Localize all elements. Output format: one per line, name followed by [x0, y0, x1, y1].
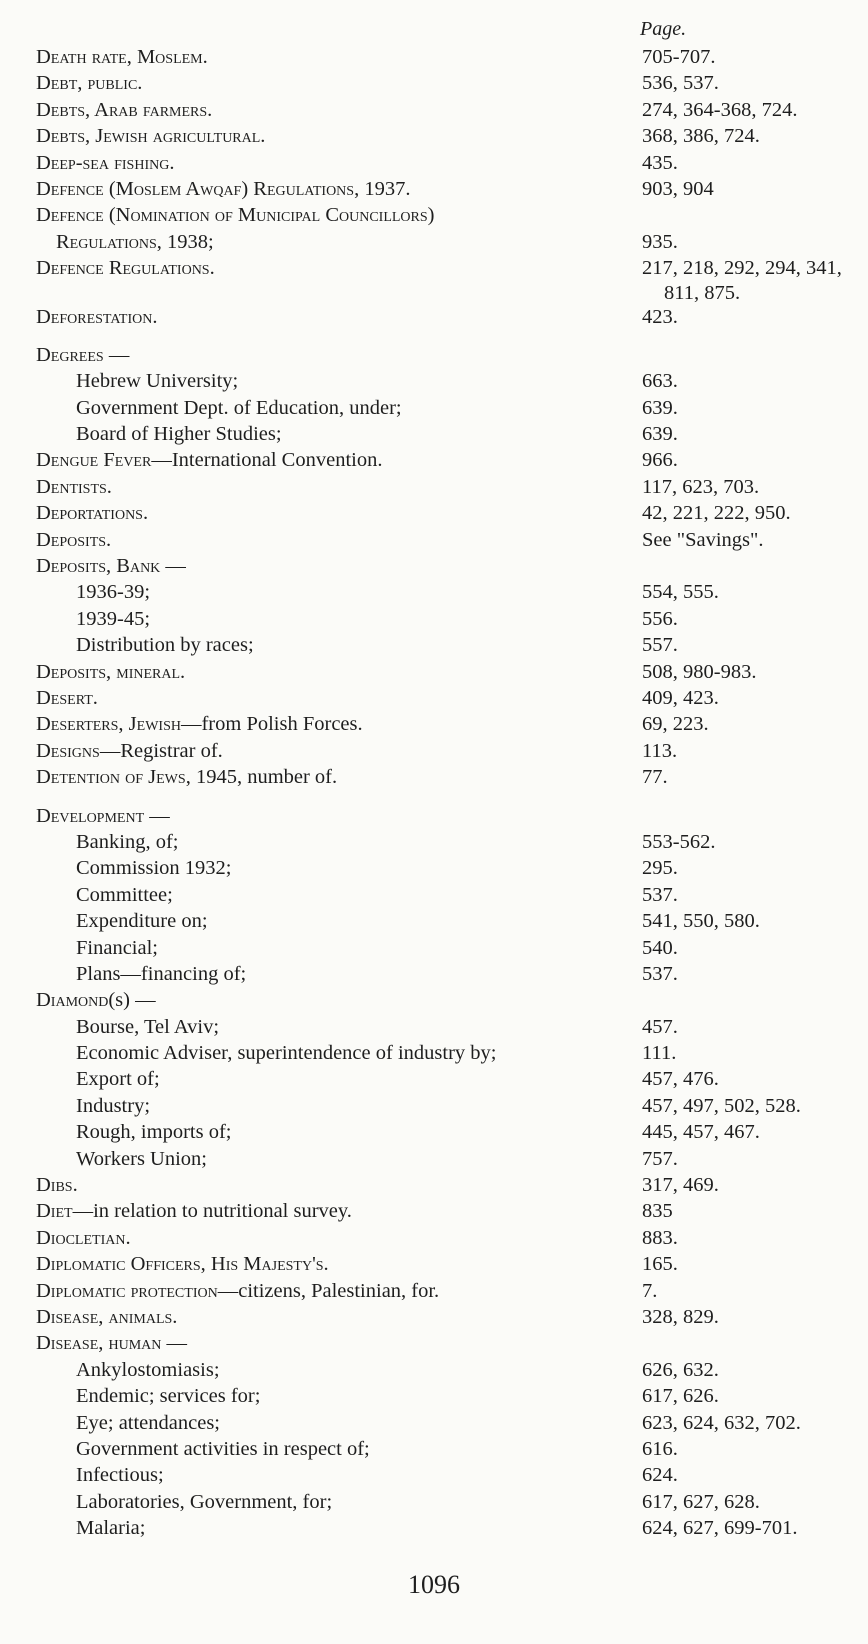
- entry-pages: 295.: [642, 857, 678, 880]
- index-entry: [0, 1119, 868, 1145]
- index-entry: [0, 255, 868, 281]
- entry-heading: [36, 1278, 439, 1304]
- entry-heading: [76, 1462, 164, 1488]
- index-entry: [0, 1410, 868, 1436]
- entry-heading: [76, 1119, 231, 1145]
- entry-pages: 757.: [642, 1147, 678, 1170]
- index-entry: [0, 1225, 868, 1251]
- entry-pages: 42, 221, 222, 950.: [642, 502, 791, 525]
- index-entry: [0, 1066, 868, 1092]
- index-entry: [0, 1357, 868, 1383]
- entry-heading: [36, 1198, 352, 1224]
- entry-pages: 663.: [642, 370, 678, 393]
- index-entry: [0, 282, 868, 304]
- index-entry: [0, 711, 868, 737]
- entry-heading: [76, 579, 150, 605]
- entry-pages: See "Savings".: [642, 528, 764, 551]
- entry-heading: [76, 1146, 207, 1172]
- entry-term: Debts, Arab farmers.: [36, 98, 213, 121]
- entry-heading: [36, 1172, 78, 1198]
- entry-pages: 623, 624, 632, 702.: [642, 1411, 801, 1434]
- entry-pages: 626, 632.: [642, 1358, 719, 1381]
- entry-heading: [76, 1436, 370, 1462]
- index-entry: [0, 1014, 868, 1040]
- entry-heading: [76, 882, 173, 908]
- entry-pages: 537.: [642, 962, 678, 985]
- entry-term: Death rate, Moslem.: [36, 46, 208, 68]
- entry-heading: [36, 803, 170, 829]
- index-entry: [0, 632, 868, 658]
- entry-term: Deposits.: [36, 528, 112, 551]
- entry-heading: [36, 447, 382, 473]
- index-entry: [0, 97, 868, 123]
- index-entry: [0, 70, 868, 96]
- entry-heading: [36, 1251, 329, 1277]
- index-entry: [0, 202, 868, 228]
- entry-heading: [36, 987, 156, 1013]
- entry-heading: [36, 1225, 131, 1251]
- index-entry: [0, 579, 868, 605]
- entry-pages: 409, 423.: [642, 686, 719, 709]
- entry-pages: 616.: [642, 1437, 678, 1460]
- entry-subtext: —from Polish Forces.: [180, 713, 363, 736]
- index-entry: [0, 855, 868, 881]
- entry-pages: 113.: [642, 739, 678, 762]
- entry-subtext: Financial;: [76, 936, 158, 959]
- entry-pages: 553-562.: [642, 830, 716, 853]
- index-entry: [0, 1146, 868, 1172]
- entry-heading: [36, 255, 215, 281]
- index-entry: [0, 229, 868, 255]
- entry-heading: [36, 1304, 177, 1330]
- entry-pages: 111.: [642, 1042, 677, 1065]
- entry-heading: [76, 855, 231, 881]
- entry-heading: [36, 764, 337, 790]
- entry-heading: [36, 474, 112, 500]
- entry-pages: 639.: [642, 396, 678, 419]
- index-entry: [0, 527, 868, 553]
- index-entry: [0, 447, 868, 473]
- index-entry: [0, 1436, 868, 1462]
- entry-term: Desert.: [36, 686, 98, 709]
- entry-heading: [36, 123, 265, 149]
- entry-subtext: Distribution by races;: [76, 634, 254, 657]
- entry-heading: [36, 527, 111, 553]
- index-entry: [0, 1251, 868, 1277]
- entry-term: Defence (Moslem Awqaf) Regulations, 1937.: [36, 177, 411, 200]
- index-entry: [0, 1040, 868, 1066]
- entry-pages: 7.: [642, 1279, 658, 1302]
- entry-heading: [76, 395, 402, 421]
- entry-heading: [36, 738, 223, 764]
- entry-term: Deforestation.: [36, 305, 158, 328]
- index-entry: [0, 685, 868, 711]
- entry-heading: [36, 150, 174, 176]
- entry-subtext: Rough, imports of;: [76, 1121, 232, 1144]
- entry-heading: [36, 70, 142, 96]
- index-entry: [0, 987, 868, 1013]
- entry-heading: [36, 711, 363, 737]
- entry-heading: [76, 606, 150, 632]
- entry-heading: [56, 229, 214, 255]
- entry-term: Dengue Fever: [36, 449, 152, 472]
- index-entry: [0, 1304, 868, 1330]
- index-entry: [0, 395, 868, 421]
- index-entry: [0, 829, 868, 855]
- entry-term: Regulations, 1938;: [56, 230, 214, 253]
- entry-pages: 639.: [642, 423, 678, 446]
- entry-subtext: Eye; attendances;: [76, 1411, 221, 1434]
- entry-subtext: —: [160, 555, 186, 578]
- entry-pages: 540.: [642, 936, 678, 959]
- entry-pages: 69, 223.: [642, 713, 709, 736]
- entry-pages: 457, 476.: [642, 1068, 719, 1091]
- entry-subtext: —citizens, Palestinian, for.: [217, 1279, 440, 1302]
- entry-pages: 617, 626.: [642, 1385, 719, 1408]
- index-entry: [0, 342, 868, 368]
- entry-heading: [76, 1093, 150, 1119]
- entry-term: Designs: [36, 739, 100, 762]
- entry-pages: 705-707.: [642, 46, 716, 68]
- entry-subtext: —International Convention.: [151, 449, 383, 472]
- index-entry: [0, 1330, 868, 1356]
- entry-heading: [76, 961, 246, 987]
- entry-pages: 554, 555.: [642, 581, 719, 604]
- entry-heading: [76, 1489, 332, 1515]
- entry-pages: 556.: [642, 607, 678, 630]
- entry-pages: 508, 980-983.: [642, 660, 757, 683]
- entry-heading: [36, 342, 129, 368]
- index-entry: [0, 1515, 868, 1541]
- entry-heading: [36, 659, 185, 685]
- entry-heading: [76, 1066, 160, 1092]
- entry-pages: 557.: [642, 634, 678, 657]
- entry-subtext: —: [103, 343, 130, 366]
- entry-subtext: Economic Adviser, superintendence of industry by;: [76, 1042, 497, 1065]
- entry-heading: [76, 908, 208, 934]
- entry-subtext: (s) —: [108, 989, 156, 1012]
- entry-subtext: Board of Higher Studies;: [76, 423, 282, 446]
- page-number: 1096: [408, 1570, 460, 1599]
- entry-subtext: Industry;: [76, 1094, 151, 1117]
- entry-subtext: Government activities in respect of;: [76, 1437, 370, 1460]
- index-entry: [0, 1093, 868, 1119]
- index-entry: [0, 553, 868, 579]
- index-entry: [0, 1278, 868, 1304]
- entry-term: Deserters, Jewish: [36, 713, 181, 736]
- entry-term: Degrees: [36, 343, 104, 366]
- entry-subtext: 1939-45;: [76, 607, 151, 630]
- index-entry: [0, 421, 868, 447]
- entry-pages: 445, 457, 467.: [642, 1121, 760, 1144]
- entry-subtext: Committee;: [76, 883, 173, 906]
- entry-pages: 274, 364-368, 724.: [642, 98, 798, 121]
- entry-term: Deep-sea fishing.: [36, 151, 175, 174]
- entry-heading: [76, 1410, 220, 1436]
- entry-heading: [76, 632, 254, 658]
- entry-subtext: —Registrar of.: [99, 739, 223, 762]
- entry-term: Defence Regulations.: [36, 257, 215, 280]
- entry-term: Detention of Jews: [36, 766, 186, 789]
- entry-heading: [36, 44, 208, 70]
- entry-pages: 624.: [642, 1464, 678, 1487]
- index-entry: [0, 1198, 868, 1224]
- entry-pages: 835: [642, 1200, 673, 1223]
- entry-pages: 77.: [642, 766, 668, 789]
- entry-term: Dibs.: [36, 1174, 78, 1197]
- entry-subtext: Banking, of;: [76, 830, 179, 853]
- entry-subtext: —in relation to nutritional survey.: [72, 1200, 352, 1223]
- entry-pages: 617, 627, 628.: [642, 1490, 760, 1513]
- index-entry: [0, 908, 868, 934]
- entry-subtext: Hebrew University;: [76, 370, 239, 393]
- entry-heading: [76, 1357, 220, 1383]
- entry-term: Debts, Jewish agricultural.: [36, 125, 266, 148]
- entry-term: Diamond: [36, 989, 109, 1012]
- entry-pages: 457, 497, 502, 528.: [642, 1094, 801, 1117]
- page-column-heading: Page.: [640, 18, 687, 40]
- entry-heading: [76, 829, 179, 855]
- entry-pages: 541, 550, 580.: [642, 910, 760, 933]
- entry-pages: 328, 829.: [642, 1305, 719, 1328]
- index-entry: [0, 1172, 868, 1198]
- entry-subtext: Ankylostomiasis;: [76, 1358, 220, 1381]
- index-entry: [0, 1462, 868, 1488]
- entry-heading: [76, 1014, 219, 1040]
- entry-pages: 423.: [642, 305, 678, 328]
- entry-heading: [76, 1040, 496, 1066]
- entry-pages: 811, 875.: [664, 281, 741, 304]
- entry-term: Diet: [36, 1200, 73, 1223]
- entry-heading: [36, 553, 186, 579]
- entry-subtext: —: [144, 804, 170, 827]
- entry-heading: [36, 685, 98, 711]
- entry-term: Deportations.: [36, 502, 149, 525]
- entry-subtext: Expenditure on;: [76, 910, 208, 933]
- entry-heading: [36, 1330, 187, 1356]
- entry-subtext: Government Dept. of Education, under;: [76, 396, 402, 419]
- entry-pages: 457.: [642, 1015, 678, 1038]
- index-entry: [0, 738, 868, 764]
- entry-heading: [36, 202, 435, 228]
- index-entry: [0, 764, 868, 790]
- entry-pages: 966.: [642, 449, 678, 472]
- entry-term: Debt, public.: [36, 72, 143, 95]
- entry-term: Deposits, mineral.: [36, 660, 186, 683]
- index-entry: [0, 368, 868, 394]
- entry-heading: [76, 421, 282, 447]
- index-entry: [0, 176, 868, 202]
- entry-subtext: 1936-39;: [76, 581, 151, 604]
- index-entry: [0, 1383, 868, 1409]
- entry-pages: 935.: [642, 230, 678, 253]
- entry-heading: [76, 1383, 260, 1409]
- entry-term: Diocletian.: [36, 1226, 131, 1249]
- entry-pages: 883.: [642, 1226, 678, 1249]
- entry-subtext: Export of;: [76, 1068, 160, 1091]
- entry-subtext: Bourse, Tel Aviv;: [76, 1015, 220, 1038]
- entry-subtext: Endemic; services for;: [76, 1385, 261, 1408]
- entry-subtext: —: [161, 1332, 188, 1355]
- index-entry: [0, 882, 868, 908]
- entry-subtext: Commission 1932;: [76, 857, 232, 880]
- entry-heading: [36, 97, 212, 123]
- entry-pages: 536, 537.: [642, 72, 719, 95]
- entry-subtext: Plans—financing of;: [76, 962, 247, 985]
- entry-heading: [36, 304, 157, 330]
- entry-pages: 117, 623, 703.: [642, 475, 760, 498]
- entry-term: Dentists.: [36, 475, 112, 498]
- index-entry: [0, 123, 868, 149]
- index-entry: [0, 474, 868, 500]
- index-entry: [0, 659, 868, 685]
- entry-subtext: Malaria;: [76, 1517, 146, 1540]
- entry-pages: 217, 218, 292, 294, 341,: [642, 257, 842, 280]
- entry-heading: [36, 500, 148, 526]
- index-entry: [0, 1489, 868, 1515]
- entry-pages: 624, 627, 699-701.: [642, 1517, 798, 1540]
- entry-term: Diplomatic protection: [36, 1279, 218, 1302]
- entry-subtext: Infectious;: [76, 1464, 164, 1487]
- index-entry: [0, 935, 868, 961]
- entry-pages: 903, 904: [642, 177, 714, 200]
- entry-heading: [76, 935, 158, 961]
- entry-heading: [76, 368, 238, 394]
- entry-subtext: Workers Union;: [76, 1147, 208, 1170]
- entry-pages: 435.: [642, 151, 678, 174]
- entry-pages: 165.: [642, 1253, 678, 1276]
- index-list: [0, 44, 868, 1541]
- entry-subtext: Laboratories, Government, for;: [76, 1490, 333, 1513]
- entry-pages: 368, 386, 724.: [642, 125, 760, 148]
- index-entry: [0, 606, 868, 632]
- index-entry: [0, 803, 868, 829]
- entry-subtext: , 1945, number of.: [185, 766, 338, 789]
- entry-term: Defence (Nomination of Municipal Councillors): [36, 204, 435, 227]
- index-entry: [0, 304, 868, 330]
- entry-pages: 317, 469.: [642, 1174, 719, 1197]
- entry-term: Disease, human: [36, 1332, 162, 1355]
- entry-term: Development: [36, 804, 145, 827]
- entry-heading: [36, 176, 410, 202]
- entry-term: Diplomatic Officers, His Majesty's.: [36, 1253, 329, 1276]
- index-entry: [0, 44, 868, 70]
- index-entry: [0, 150, 868, 176]
- entry-term: Deposits, Bank: [36, 555, 161, 578]
- entry-heading: [76, 1515, 145, 1541]
- index-entry: [0, 500, 868, 526]
- index-entry: [0, 961, 868, 987]
- entry-pages: 537.: [642, 883, 678, 906]
- entry-term: Disease, animals.: [36, 1305, 178, 1328]
